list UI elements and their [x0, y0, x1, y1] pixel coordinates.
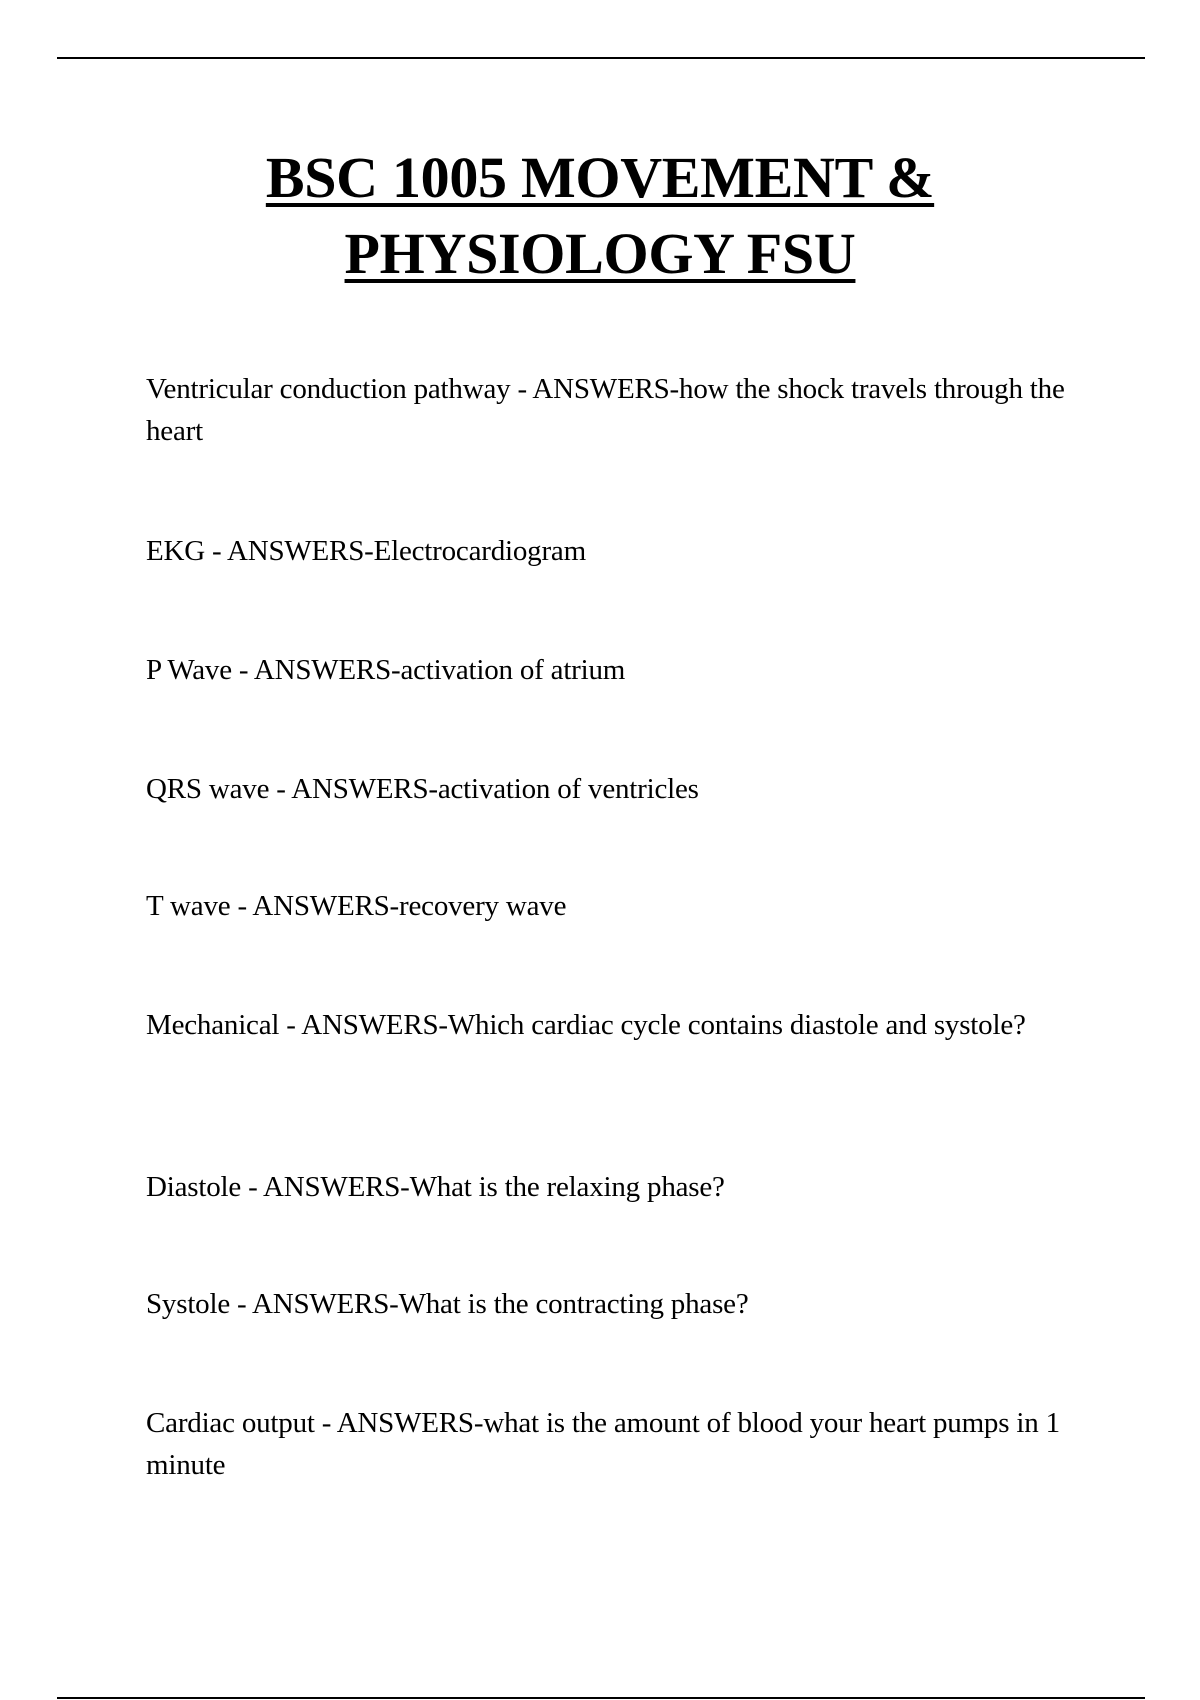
qa-entry-t-wave: T wave - ANSWERS-recovery wave	[146, 890, 567, 922]
title-line-2: PHYSIOLOGY FSU	[344, 221, 856, 286]
bottom-divider	[57, 1697, 1145, 1699]
qa-entry-cardiac-output: Cardiac output - ANSWERS-what is the amount of blood your heart pumps in 1 minute	[146, 1407, 1060, 1481]
qa-entry-systole: Systole - ANSWERS-What is the contracting phase?	[146, 1288, 749, 1320]
qa-entry-qrs-wave: QRS wave - ANSWERS-activation of ventricles	[146, 773, 699, 805]
qa-entry-mechanical: Mechanical - ANSWERS-Which cardiac cycle contains diastole and systole?	[146, 1009, 1026, 1041]
qa-entry-ekg: EKG - ANSWERS-Electrocardiogram	[146, 535, 586, 567]
qa-entry-ventricular-conduction: Ventricular conduction pathway - ANSWERS-how the shock travels through the heart	[146, 373, 1065, 447]
page-title	[0, 140, 1200, 292]
top-divider	[57, 57, 1145, 59]
title-line-1: BSC 1005 MOVEMENT &	[265, 145, 935, 210]
qa-entry-diastole: Diastole - ANSWERS-What is the relaxing phase?	[146, 1171, 725, 1203]
qa-entry-p-wave: P Wave - ANSWERS-activation of atrium	[146, 654, 626, 686]
